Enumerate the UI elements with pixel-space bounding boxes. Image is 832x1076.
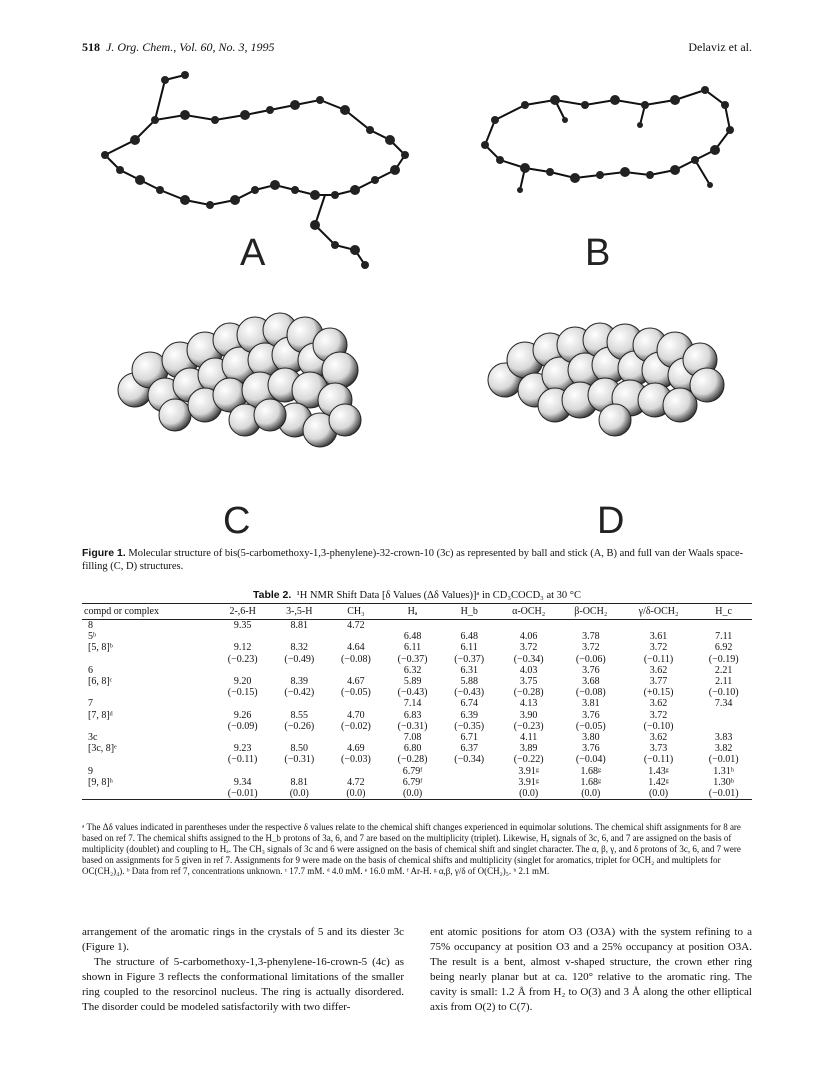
- table-cell: 4.72: [347, 776, 365, 788]
- table-cell: [214, 631, 271, 642]
- table-cell: 6.71: [460, 732, 478, 744]
- table-cell: 3.83: [714, 732, 733, 744]
- table-cell: [214, 766, 271, 777]
- table-cell: 6.39: [460, 709, 478, 721]
- table-cell: [82, 687, 214, 698]
- table-cell: 4.11: [520, 732, 538, 744]
- table-cell: (−0.05): [575, 720, 606, 732]
- table-cell: (−0.31): [284, 754, 315, 766]
- table-cell: [560, 620, 622, 632]
- table-cell: (0.0): [622, 788, 695, 800]
- table-cell: 8: [88, 620, 93, 631]
- table-cell: 6.92: [714, 642, 733, 654]
- table-row: [82, 631, 752, 642]
- table-cell: 6.37: [460, 743, 478, 755]
- table-cell: [6, 8]ᶜ: [88, 676, 113, 688]
- table-cell: 6.79ᶠ: [402, 765, 423, 777]
- table-cell: (−0.11): [643, 754, 674, 766]
- table-cell: (−0.43): [454, 687, 485, 699]
- col-header: H_c: [695, 604, 752, 620]
- table-cell: 3.76: [582, 743, 600, 755]
- table-cell: 4.69: [347, 743, 365, 755]
- table-cell: 3.68: [582, 676, 600, 688]
- table-cell: [271, 698, 328, 709]
- table-cell: 1.30ʰ: [713, 776, 734, 788]
- table-cell: 1.31ʰ: [713, 765, 734, 777]
- panel-c-space-filling: [118, 313, 361, 447]
- table-cell: [328, 631, 385, 642]
- table-cell: 6.74: [460, 698, 478, 710]
- table-cell: 3.61: [649, 631, 668, 643]
- table-cell: [441, 777, 498, 788]
- col-header: γ/δ-OCH₂: [622, 604, 695, 620]
- table-cell: (0.0): [560, 788, 622, 800]
- table-row: [82, 766, 752, 777]
- table-cell: 2.21: [714, 664, 733, 676]
- table-cell: [82, 788, 214, 800]
- table-cell: (−0.11): [227, 754, 258, 766]
- table-cell: 9.26: [233, 709, 252, 721]
- table-row: [82, 754, 752, 765]
- table-cell: (−0.28): [397, 754, 428, 766]
- table-cell: (0.0): [384, 788, 441, 800]
- table-cell: (−0.09): [227, 720, 258, 732]
- caption-label: Figure 1.: [82, 547, 126, 559]
- table-cell: 9.23: [233, 743, 252, 755]
- table-cell: 5.89: [403, 676, 422, 688]
- table-cell: [214, 732, 271, 743]
- paragraph: arrangement of the aromatic rings in the crystals of 5 and its diester 3c (Figure 1).: [82, 926, 404, 953]
- table-cell: [328, 766, 385, 777]
- table-cell: (+0.15): [643, 687, 674, 699]
- table-cell: (−0.28): [513, 687, 544, 699]
- table-cell: 7.11: [715, 631, 733, 643]
- table-cell: (−0.42): [284, 687, 315, 699]
- table-cell: [441, 620, 498, 632]
- table-cell: 3.75: [519, 676, 538, 688]
- table-cell: (−0.04): [575, 754, 606, 766]
- table-cell: 9.12: [233, 642, 252, 654]
- table-cell: 3.62: [649, 732, 668, 744]
- table-cell: (−0.34): [513, 653, 544, 665]
- table-row: [82, 743, 752, 754]
- table-cell: (0.0): [498, 788, 560, 800]
- table-cell: 6.31: [460, 664, 478, 676]
- table-cell: [82, 721, 214, 732]
- table-row: [82, 721, 752, 732]
- table-cell: 4.06: [519, 631, 538, 643]
- paragraph: The structure of 5-carbomethoxy-1,3-phenylene-16-crown-5 (4c) as shown in Figure 3 reflects the conformational limitations of the smaller ring coupled to the resorcinol nucleus. The ring is actually disordered. The disorder could be modeled satisfactorily with two differ-: [82, 956, 404, 1013]
- table-cell: [214, 698, 271, 709]
- table-cell: (−0.08): [341, 653, 371, 665]
- table-cell: 3.76: [582, 664, 600, 676]
- col-header: α-OCH₂: [498, 604, 560, 620]
- table-cell: (−0.15): [227, 687, 258, 699]
- table-cell: 4.03: [519, 664, 538, 676]
- table-cell: [384, 620, 441, 632]
- table-cell: 8.81: [290, 776, 309, 788]
- col-header: 2-,6-H: [214, 604, 271, 620]
- table-cell: 5ᵇ: [88, 631, 97, 643]
- table-cell: 3.62: [649, 664, 668, 676]
- table-cell: 6: [88, 664, 93, 676]
- table-cell: 4.13: [519, 698, 538, 710]
- panel-label-d: D: [597, 500, 625, 542]
- table-cell: 8.32: [290, 642, 309, 654]
- table-cell: (−0.34): [454, 754, 485, 766]
- table-cell: [328, 698, 385, 709]
- table-cell: (−0.31): [397, 720, 428, 732]
- table-cell: 4.64: [347, 642, 365, 654]
- table-row: [82, 665, 752, 676]
- table-cell: (0.0): [271, 788, 328, 800]
- col-header: 3-,5-H: [271, 604, 328, 620]
- body-column-left: [82, 925, 404, 1015]
- table-row: [82, 777, 752, 788]
- table-footnotes: ᵃ The Δδ values indicated in parentheses under the respective δ values relate to the chemical shift changes experienced in equimolar solutions. The chemical shift assignments for 8 are based on ref 7. The chemical shifts assigned to the H_b protons of 3a, 6, and 7 are based on the multiplicity (triplet). Likewise, Hₐ signals of 3c, 6, and 7 are assigned on the basis of multiplicity (doublet) and coupling to Hₐ. The CH₃ signals of 3c and 6 were assigned on the basis of chemical shift and singlet character. The α, β, γ, and δ protons of 3c, 6, and 7 were based on assignments for 5 given in ref 7. Assignments for 9 were made on the basis of chemical shifts and multiplicity (singlet for aromatics, triplet for OCH₂ and multiplets for OC(CH₂)₄). ᵇ Data from ref 7, concentrations unknown. ᶜ 17.7 mM. ᵈ 4.0 mM. ᵉ 16.0 mM. ᶠ Ar-H. ᵍ α,β, γ/δ of O(CH₂)₅. ʰ 2.1 mM.: [82, 822, 741, 876]
- panel-label-a: A: [240, 232, 266, 274]
- table-row: [82, 687, 752, 698]
- col-header: compd or complex: [82, 604, 214, 620]
- table-cell: [7, 8]ᵈ: [88, 709, 113, 721]
- table-cell: 8.39: [290, 676, 309, 688]
- table-cell: [3c, 8]ᵉ: [88, 743, 117, 755]
- col-header: CH₃: [328, 604, 385, 620]
- paragraph: ent atomic positions for atom O3 (O3A) with the system refining to a 75% occupancy at position O3 and a 25% occupancy at position O3A. The result is a bent, almost v-shaped structure, the crown ether ring being nearly planar but at ca. 120° relative to the aromatic ring. The cavity is small: 1.2 Å from H₂ to O(3) and 3 Å along the other elliptical axis from O(2) to C(7).: [430, 926, 752, 1013]
- table-cell: [498, 620, 560, 632]
- table-cell: (−0.37): [397, 653, 428, 665]
- journal-citation: J. Org. Chem., Vol. 60, No. 3, 1995: [106, 40, 275, 54]
- table-cell: 3.82: [714, 743, 733, 755]
- panel-d-space-filling: [488, 323, 724, 436]
- figure-caption: [82, 547, 752, 573]
- table-cell: [441, 766, 498, 777]
- table-cell: 1.42ᵍ: [648, 776, 669, 788]
- table-cell: (−0.26): [284, 720, 315, 732]
- table-cell: (−0.01): [695, 788, 752, 800]
- table-cell: (−0.02): [341, 720, 371, 732]
- table-cell: 6.80: [403, 743, 422, 755]
- table-cell: [441, 788, 498, 800]
- table-cell: [9, 8]ʰ: [88, 776, 113, 788]
- table-cell: 3.72: [519, 642, 538, 654]
- table-cell: 6.48: [460, 631, 478, 643]
- body-column-right: [430, 925, 752, 1015]
- caption-text: Molecular structure of bis(5-carbomethoxy-1,3-phenylene)-32-crown-10 (3c) as represented by ball and stick (A, B) and full van der Waals space-filling (C, D) structures.: [82, 548, 744, 572]
- header-authors: Delaviz et al.: [688, 40, 752, 54]
- table-cell: (−0.05): [341, 687, 371, 699]
- table-row: [82, 732, 752, 743]
- table-cell: [271, 766, 328, 777]
- table-cell: (−0.11): [643, 653, 674, 665]
- table-cell: 4.70: [347, 709, 365, 721]
- col-header: Hₐ: [384, 604, 441, 620]
- panel-b-ball-stick: [481, 86, 734, 193]
- table-cell: 6.79ᶠ: [402, 776, 423, 788]
- table-cell: 3.91ᵍ: [518, 776, 539, 788]
- table-body: [82, 620, 752, 800]
- table-cell: 1.68ᵍ: [580, 776, 602, 788]
- table-row: [82, 676, 752, 687]
- table-cell: 7: [88, 698, 93, 710]
- table-cell: (−0.19): [708, 653, 739, 665]
- table-label: Table 2.: [253, 589, 292, 601]
- table-cell: [622, 620, 695, 632]
- table-cell: (−0.37): [454, 653, 485, 665]
- table-cell: 8.81: [290, 620, 309, 631]
- table-cell: (−0.23): [513, 720, 544, 732]
- table-cell: 1.43ᵍ: [648, 765, 669, 777]
- table-cell: 3.77: [649, 676, 668, 688]
- table-cell: 3.81: [582, 698, 600, 710]
- table-cell: (0.0): [328, 788, 385, 800]
- page-number-journal: [82, 40, 275, 55]
- table-cell: 3.78: [582, 631, 600, 643]
- table-cell: 6.83: [403, 709, 422, 721]
- table-cell: [5, 8]ᵇ: [88, 642, 113, 654]
- page-number: 518: [82, 40, 100, 54]
- table-cell: 9.34: [233, 776, 252, 788]
- panel-label-c: C: [223, 500, 251, 542]
- table-cell: [695, 721, 752, 732]
- table-cell: [328, 732, 385, 743]
- figure-1: [95, 60, 745, 542]
- table-cell: (−0.10): [708, 687, 739, 699]
- table-cell: [82, 654, 214, 665]
- table-title-text: ¹H NMR Shift Data [δ Values (Δδ Values)]ᵃ in CD₃COCD₃ at 30 °C: [296, 590, 581, 601]
- table-cell: 3.80: [582, 732, 600, 744]
- table-row: [82, 698, 752, 709]
- table-row: [82, 788, 752, 800]
- table-cell: 3.73: [649, 743, 668, 755]
- table-cell: 3.62: [649, 698, 668, 710]
- table-cell: 9: [88, 765, 93, 777]
- table-cell: 7.14: [403, 698, 422, 710]
- table-cell: 5.88: [460, 676, 478, 688]
- table-cell: 3.72: [582, 642, 600, 654]
- table-cell: 6.11: [460, 642, 478, 654]
- table-cell: 6.32: [403, 664, 422, 676]
- table-cell: 8.55: [290, 709, 309, 721]
- table-cell: [271, 665, 328, 676]
- table-cell: (−0.22): [513, 754, 544, 766]
- col-header: H_b: [441, 604, 498, 620]
- table-cell: 9.20: [233, 676, 252, 688]
- table-cell: 3.90: [519, 709, 538, 721]
- table-cell: [695, 620, 752, 632]
- table-cell: 3c: [88, 732, 98, 744]
- table-cell: (−0.03): [341, 754, 371, 766]
- table-cell: (−0.49): [284, 653, 315, 665]
- table-row: [82, 654, 752, 665]
- table-cell: (−0.10): [643, 720, 674, 732]
- table-row: [82, 642, 752, 653]
- table-header-row: [82, 604, 752, 620]
- table-cell: 9.35: [233, 620, 252, 631]
- table-cell: [271, 631, 328, 642]
- table-cell: 3.89: [519, 743, 538, 755]
- panel-label-b: B: [585, 232, 611, 274]
- table-row: [82, 710, 752, 721]
- table-cell: 3.72: [649, 642, 668, 654]
- table-cell: 4.72: [347, 620, 365, 631]
- table-cell: 6.48: [403, 631, 422, 643]
- table-cell: [271, 732, 328, 743]
- table-cell: (−0.08): [575, 687, 606, 699]
- table-cell: [328, 665, 385, 676]
- table-cell: (−0.01): [214, 788, 271, 800]
- table-cell: 1.68ᵍ: [580, 765, 602, 777]
- table-cell: 7.08: [403, 732, 422, 744]
- table-cell: 3.76: [582, 709, 600, 721]
- table-cell: 3.72: [649, 709, 668, 721]
- table-title: [82, 589, 752, 601]
- molecular-structure-drawing: [95, 60, 745, 530]
- table-cell: 7.34: [714, 698, 733, 710]
- table-cell: 3.91ᵍ: [518, 765, 539, 777]
- table-cell: [214, 665, 271, 676]
- nmr-shift-table: [82, 603, 752, 800]
- table-cell: 8.50: [290, 743, 309, 755]
- table-cell: (−0.43): [397, 687, 428, 699]
- table-cell: (−0.01): [708, 754, 739, 766]
- table-row: [82, 620, 752, 632]
- table-cell: [82, 754, 214, 765]
- table-cell: (−0.23): [227, 653, 258, 665]
- table-cell: 4.67: [347, 676, 365, 688]
- table-cell: [695, 710, 752, 721]
- table-cell: (−0.06): [575, 653, 606, 665]
- table-cell: (−0.35): [454, 720, 485, 732]
- col-header: β-OCH₂: [560, 604, 622, 620]
- table-cell: 2.11: [715, 676, 733, 688]
- table-cell: 6.11: [404, 642, 422, 654]
